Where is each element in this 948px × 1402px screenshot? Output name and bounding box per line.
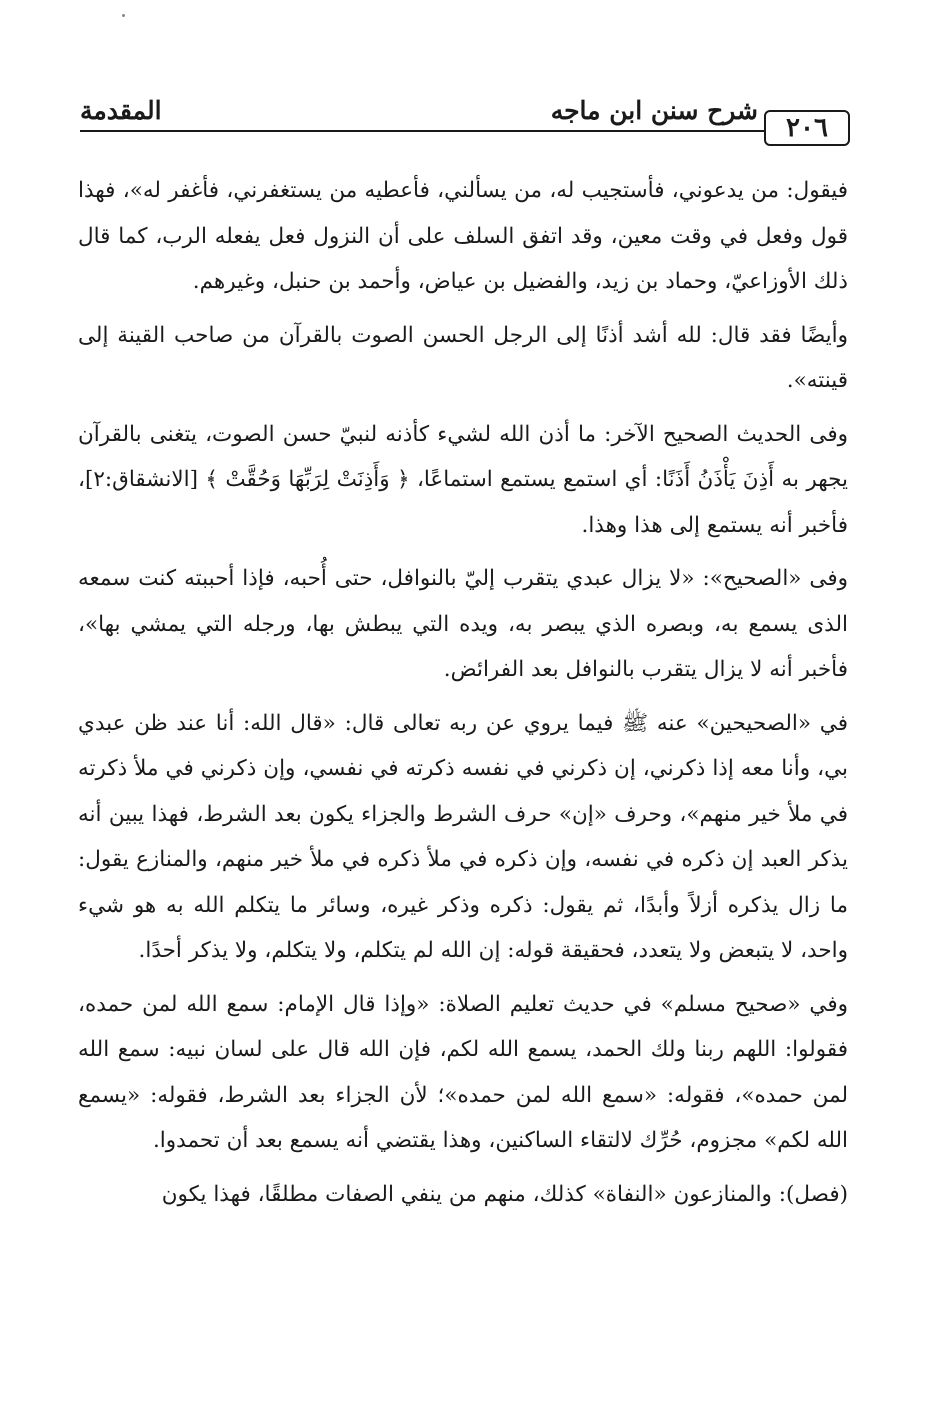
paragraph-1: فيقول: من يدعوني، فأستجيب له، من يسألني، فأعطيه من يستغفرني، فأغفر له»، فهذا قول وفعل في وقت معين، وقد اتفق السلف على أن النزول فعل يفعله الرب، كما قال ذلك الأوزاعيّ، وحماد بن زيد، والفضيل بن عياض، وأحمد بن حنبل، وغيرهم. (78, 178, 848, 294)
paragraph-4: وفى «الصحيح»: «لا يزال عبدي يتقرب إليّ بالنوافل، حتى أُحبه، فإذا أحببته كنت سمعه الذى يسمع به، وبصره الذي يبصر به، ويده التي يبطش بها، ورجله التي يمشي بها»، فأخبر أنه لا يزال يتقرب بالنوافل بعد الفرائض. (78, 566, 848, 682)
paragraph-7: (فصل): والمنازعون «النفاة» كذلك، منهم من ينفي الصفات مطلقًا، فهذا يكون (161, 1181, 848, 1207)
paragraph-5: في «الصحيحين» عنه ﷺ فيما يروي عن ربه تعالى قال: «قال الله: أنا عند ظن عبدي بي، وأنا معه إذا ذكرني، إن ذكرني في نفسه ذكرته في نفسي، وإن ذكرني في ملأ ذكرته في ملأ خير منهم»، وحرف «إن» حرف الشرط والجزاء يكون بعد الشرط، فهذا يبين أنه يذكر العبد إن ذكره في نفسه، وإن ذكره في ملأ ذكره في ملأ خير منهم، والمنازع يقول: ما زال يذكره أزلاً وأبدًا، ثم يقول: ذكره وذكر غيره، وسائر ما يتكلم الله به هو شيء واحد، لا يتبعض ولا يتعدد، فحقيقة قوله: إن الله لم يتكلم، ولا يتكلم، ولا يذكر أحدًا. (78, 710, 848, 963)
paragraph-6: وفي «صحيح مسلم» في حديث تعليم الصلاة: «وإذا قال الإمام: سمع الله لمن حمده، فقولوا: اللهم ربنا ولك الحمد، يسمع الله لكم، فإن الله قال على لسان نبيه: سمع الله لمن حمده»، فقوله: «سمع الله لمن حمده»؛ لأن الجزاء بعد الشرط، فقوله: «يسمع الله لكم» مجزوم، حُرِّك لالتقاء الساكنين، وهذا يقتضي أنه يسمع بعد أن تحمدوا. (78, 991, 848, 1153)
paragraph-2: وأيضًا فقد قال: لله أشد أذنًا إلى الرجل الحسن الصوت بالقرآن من صاحب القينة إلى قينته». (78, 322, 848, 393)
running-section-title: المقدمة (80, 96, 162, 125)
main-text (78, 168, 848, 1217)
page-header (80, 92, 850, 150)
scan-speck (122, 14, 125, 17)
running-book-title: شرح سنن ابن ماجه (550, 96, 758, 125)
header-rule (80, 130, 764, 132)
paragraph-3: وفى الحديث الصحيح الآخر: ما أذن الله لشيء كأذنه لنبيّ حسن الصوت، يتغنى بالقرآن يجهر به أَذِنَ يَأْذَنُ أَذَنًا: أي استمع يستمع استماعًا، ﴿ وَأَذِنَتْ لِرَبِّهَا وَحُقَّتْ ﴾ [الانشقاق:٢]، فأخبر أنه يستمع إلى هذا وهذا. (78, 421, 848, 538)
page-number: ٢٠٦ (764, 110, 850, 146)
